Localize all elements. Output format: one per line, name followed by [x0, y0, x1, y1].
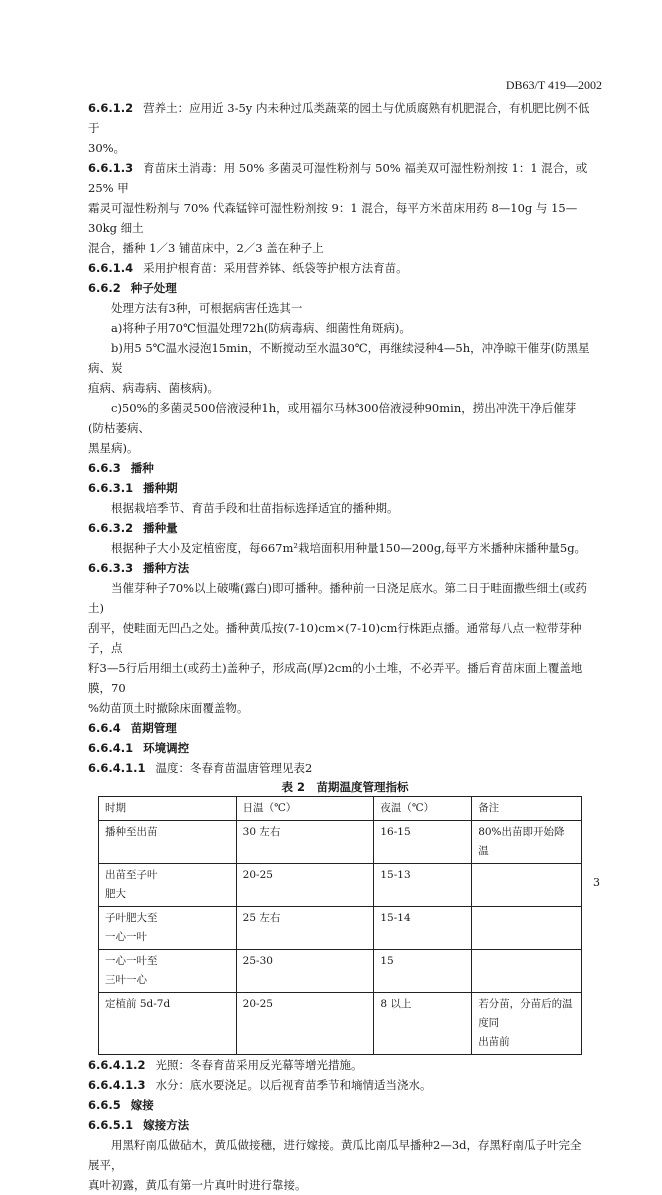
table-row: [99, 821, 582, 864]
section-heading: [88, 1115, 592, 1135]
section-heading: [88, 478, 592, 498]
clause-text: 籽3—5行后用细土(或药土)盖种子，形成高(厚)2cm的小土堆，不必弄平。播后育苗床面上覆盖地膜，70: [88, 661, 583, 695]
clause-text: 30%。: [88, 141, 126, 155]
clause-number: 6.6.4.1.3: [88, 1078, 146, 1092]
paragraph-line: [88, 1175, 592, 1195]
section-heading: [88, 1095, 592, 1115]
clause-text: 用黑籽南瓜做砧木，黄瓜做接穗，进行嫁接。黄瓜比南瓜早播种2—3d，存黑籽南瓜子叶完全展平，: [88, 1138, 582, 1172]
clause-text: 育苗床土消毒：用 50% 多菌灵可湿性粉剂与 50% 福美双可湿性粉剂按 1：1 混合，或 25% 甲: [88, 161, 588, 195]
table-cell: 20-25: [236, 993, 374, 1055]
table-cell: [472, 907, 582, 950]
clause-text: %幼苗顶土时撤除床面覆盖物。: [88, 701, 249, 715]
table-row: [99, 864, 582, 907]
clause-text: 当催芽种子70%以上破嘴(露白)即可播种。播种前一日浇足底水。第二日于畦面撒些细土(或药土): [88, 581, 588, 615]
section-part-1: [88, 98, 592, 778]
clause-title: 苗期管理: [130, 721, 177, 735]
clause-number: 6.6.1.2: [88, 101, 134, 115]
clause-text: a)将种子用70℃恒温处理72h(防病毒病、细菌性角斑病)。: [111, 321, 411, 335]
section-part-2: [88, 1055, 592, 1195]
paragraph-line: [88, 338, 592, 378]
paragraph-line: [88, 498, 592, 518]
clause-text: 霜灵可湿性粉剂与 70% 代森锰锌可湿性粉剂按 9：1 混合，每平方米苗床用药 8—10g 与 15—30kg 细土: [88, 201, 578, 235]
clause-number: 6.6.4.1.1: [88, 761, 146, 775]
clause-title: 环境调控: [143, 741, 190, 755]
table-cell: 20-25: [236, 864, 374, 907]
document-body: [88, 98, 592, 1195]
section-heading: [88, 738, 592, 758]
section-heading: [88, 278, 592, 298]
paragraph-line: [88, 98, 592, 138]
table-row: [99, 907, 582, 950]
clause-number: 6.6.1.3: [88, 161, 134, 175]
clause-number: 6.6.4.1.2: [88, 1058, 146, 1072]
table-row: [99, 950, 582, 993]
table-cell: 15-14: [374, 907, 472, 950]
clause-text: 黑星病)。: [88, 441, 139, 455]
table-row: [99, 993, 582, 1055]
paragraph-line: [88, 138, 592, 158]
clause-title: 播种: [130, 461, 154, 475]
clause-number: 6.6.3.1: [88, 481, 134, 495]
table-cell: 15: [374, 950, 472, 993]
clause-title: 播种期: [143, 481, 178, 495]
table-cell: 16-15: [374, 821, 472, 864]
table-header-cell: 日温（℃）: [236, 797, 374, 821]
paragraph-line: [88, 378, 592, 398]
paragraph-line: [88, 158, 592, 198]
clause-text: 采用护根育苗：采用营养钵、纸袋等护根方法育苗。: [143, 261, 408, 275]
clause-number: 6.6.2: [88, 281, 121, 295]
paragraph-line: [88, 618, 592, 658]
section-heading: [88, 718, 592, 738]
clause-text: 处理方法有3种，可根据病害任选其一: [111, 301, 303, 315]
clause-number: 6.6.4.1: [88, 741, 134, 755]
paragraph-line: [88, 198, 592, 238]
table-cell: 出苗至子叶 肥大: [99, 864, 237, 907]
clause-title: 嫁接方法: [143, 1118, 190, 1132]
clause-text: c)50%的多菌灵500倍液浸种1h，或用福尔马林300倍液浸种90min，捞出冲洗干净后催芽(防枯萎病、: [88, 401, 577, 435]
clause-text: 根据种子大小及定植密度，每667m²栽培面积用种量150—200g,每平方米播种床播种量5g。: [111, 541, 587, 555]
table-cell: [472, 864, 582, 907]
table-cell: [472, 950, 582, 993]
clause-title: 嫁接: [130, 1098, 154, 1112]
paragraph-line: [88, 538, 592, 558]
table-cell: 子叶肥大至 一心一叶: [99, 907, 237, 950]
table-cell: 定植前 5d-7d: [99, 993, 237, 1055]
paragraph-line: [88, 438, 592, 458]
section-heading: [88, 558, 592, 578]
clause-text: b)用5 5℃温水浸泡15min，不断搅动至水温30℃，再继续浸种4—5h，冲净晾干催芽(防黑星病、炭: [88, 341, 590, 375]
table-cell: 8 以上: [374, 993, 472, 1055]
clause-number: 6.6.5: [88, 1098, 121, 1112]
paragraph-line: [88, 698, 592, 718]
clause-text: 疽病、病毒病、菌核病)。: [88, 381, 219, 395]
clause-number: 6.6.3: [88, 461, 121, 475]
clause-number: 6.6.3.2: [88, 521, 134, 535]
table-body: [99, 821, 582, 1055]
paragraph-line: [88, 1135, 592, 1175]
clause-text: 混合，播种 1／3 铺苗床中，2／3 盖在种子上: [88, 241, 324, 255]
section-heading: [88, 518, 592, 538]
table-title: 表 2 苗期温度管理指标: [281, 780, 409, 794]
table-header-cell: 夜温（℃）: [374, 797, 472, 821]
table-header-row: [99, 797, 582, 821]
table-cell: 播种至出苗: [99, 821, 237, 864]
clause-number: 6.6.5.1: [88, 1118, 134, 1132]
clause-title: 播种方法: [143, 561, 190, 575]
clause-text: 水分：底水要浇足。以后视育苗季节和墒情适当浇水。: [155, 1078, 432, 1092]
paragraph-line: [88, 1075, 592, 1095]
paragraph-line: [88, 238, 592, 258]
clause-text: 温度：冬春育苗温唐管理见表2: [155, 761, 313, 775]
clause-number: 6.6.1.4: [88, 261, 134, 275]
clause-number: 6.6.3.3: [88, 561, 134, 575]
clause-title: 种子处理: [130, 281, 177, 295]
standard-code: DB63/T 419—2002: [505, 78, 602, 92]
table-header-cell: 时期: [99, 797, 237, 821]
table-cell: 25-30: [236, 950, 374, 993]
table-header-cell: 备注: [472, 797, 582, 821]
clause-text: 刮平，使畦面无凹凸之处。播种黄瓜按(7-10)cm×(7-10)cm行株距点播。通常每八点一粒带芽种子，点: [88, 621, 582, 655]
paragraph-line: [88, 318, 592, 338]
paragraph-line: [88, 1055, 592, 1075]
page-number: 3: [593, 876, 600, 889]
paragraph-line: [88, 658, 592, 698]
paragraph-line: [88, 298, 592, 318]
paragraph-line: [88, 398, 592, 438]
table-cell: 15-13: [374, 864, 472, 907]
clause-title: 播种量: [143, 521, 178, 535]
table-cell: 25 左右: [236, 907, 374, 950]
clause-text: 根据栽培季节、育苗手段和壮苗指标选择适宜的播种期。: [111, 501, 399, 515]
section-heading: [88, 458, 592, 478]
clause-text: 营养土：应用近 3-5y 内未种过瓜类蔬菜的园土与优质腐熟有机肥混合，有机肥比例不低于: [88, 101, 590, 135]
clause-text: 真叶初露，黄瓜有第一片真叶时进行靠接。: [88, 1178, 307, 1192]
clause-text: 光照：冬春育苗采用反光幕等增光措施。: [155, 1058, 363, 1072]
table-cell: 一心一叶至 三叶一心: [99, 950, 237, 993]
table-cell: 80%出苗即开始降温: [472, 821, 582, 864]
table-cell: 30 左右: [236, 821, 374, 864]
table-cell: 若分苗，分苗后的温度同 出苗前: [472, 993, 582, 1055]
paragraph-line: [88, 258, 592, 278]
temperature-table: [98, 796, 582, 1055]
paragraph-line: [88, 578, 592, 618]
paragraph-line: [88, 758, 592, 778]
clause-number: 6.6.4: [88, 721, 121, 735]
